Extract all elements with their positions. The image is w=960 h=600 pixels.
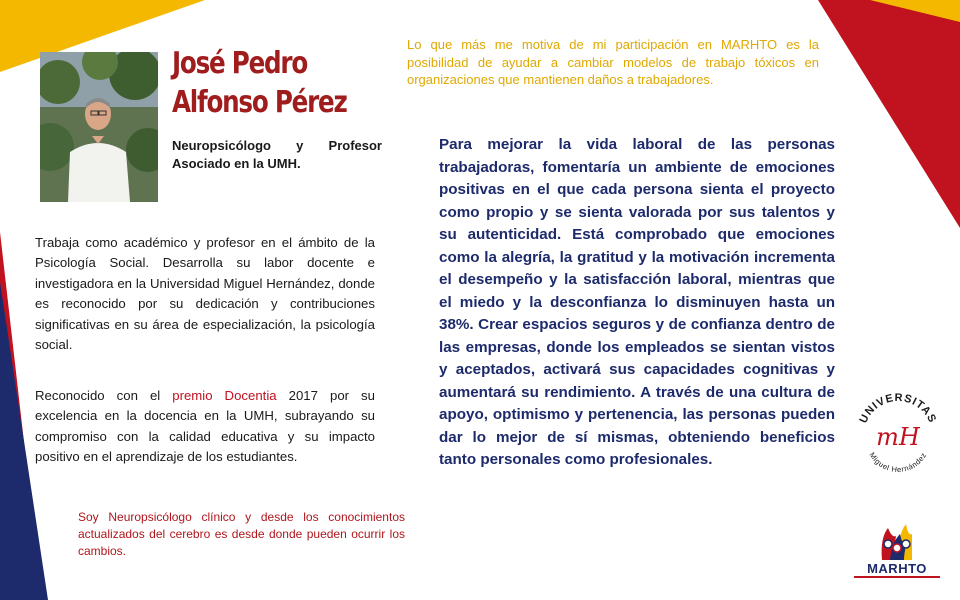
marhto-logo [854,516,940,582]
umh-logo-mark: mH [876,423,920,451]
bio-paragraph-2-before: Reconocido con el [35,388,173,403]
person-name [172,44,361,122]
bio-paragraph-2-after: 2017 por su excelencia en la docencia en la UMH, subrayando su compromiso con la calidad educativa y su impacto positivo en el aprendizaje de los estudiantes. [35,388,375,465]
profile-photo [40,52,158,202]
marhto-logo-text: MARHTO [867,561,927,576]
red-triangle-top-right [818,0,960,228]
main-statement: Para mejorar la vida laboral de las personas trabajadoras, fomentaría un ambiente de emociones positivas en el que cada persona sienta el proyecto como propio y se sienta valorada por sus talentos y su autenticidad. Está comprobado que emociones como la alegría, la gratitud y la motivación incrementa el desempeño y la satisfacción laboral, mientras que el miedo y la desconfianza lo disminuyen hasta un 38%. Crear espacios seguros y de confianza dentro de las empresas, donde los empleados se sientan vistos y aceptados, activará sus capacidades cognitivas y aumentará su rendimiento. A través de una cultura de apoyo, optimismo y pertenencia, las personas pueden dar lo mejor de sí mismas, obteniendo beneficios tanto personales como profesionales. [439,136,835,468]
umh-logo [854,392,942,478]
motivation-quote: Lo que más me motiva de mi participación en MARHTO es la posibilidad de ayudar a cambiar modelos de trabajo tóxicos en organizaciones que mantienen daños a trabajadores. [407,37,819,87]
award-highlight: premio Docentia [172,388,277,403]
marhto-logo-figures [854,516,940,561]
clinical-quote: Soy Neuropsicólogo clínico y desde los conocimientos actualizados del cerebro es desde donde pueden ocurrir los cambios. [78,510,405,558]
person-name-line2: Alfonso Pérez [172,85,347,120]
bio-paragraph-1: Trabaja como académico y profesor en el ámbito de la Psicología Social. Desarrolla su labor docente e investigadora en la Universidad Miguel Hernández, donde es reconocido por su dedicación y contribuciones significativas en su área de especialización, la psicología social. [35,235,375,353]
bio-paragraph-2 [35,386,375,468]
person-name-line1: José Pedro [172,46,308,81]
umh-logo-top-text: UNIVERSITAS [857,392,939,426]
marhto-logo-underline [854,576,940,578]
umh-logo-bottom-text: Miguel Hernández [867,450,929,475]
person-role: Neuropsicólogo y Profesor Asociado en la UMH. [172,138,382,171]
